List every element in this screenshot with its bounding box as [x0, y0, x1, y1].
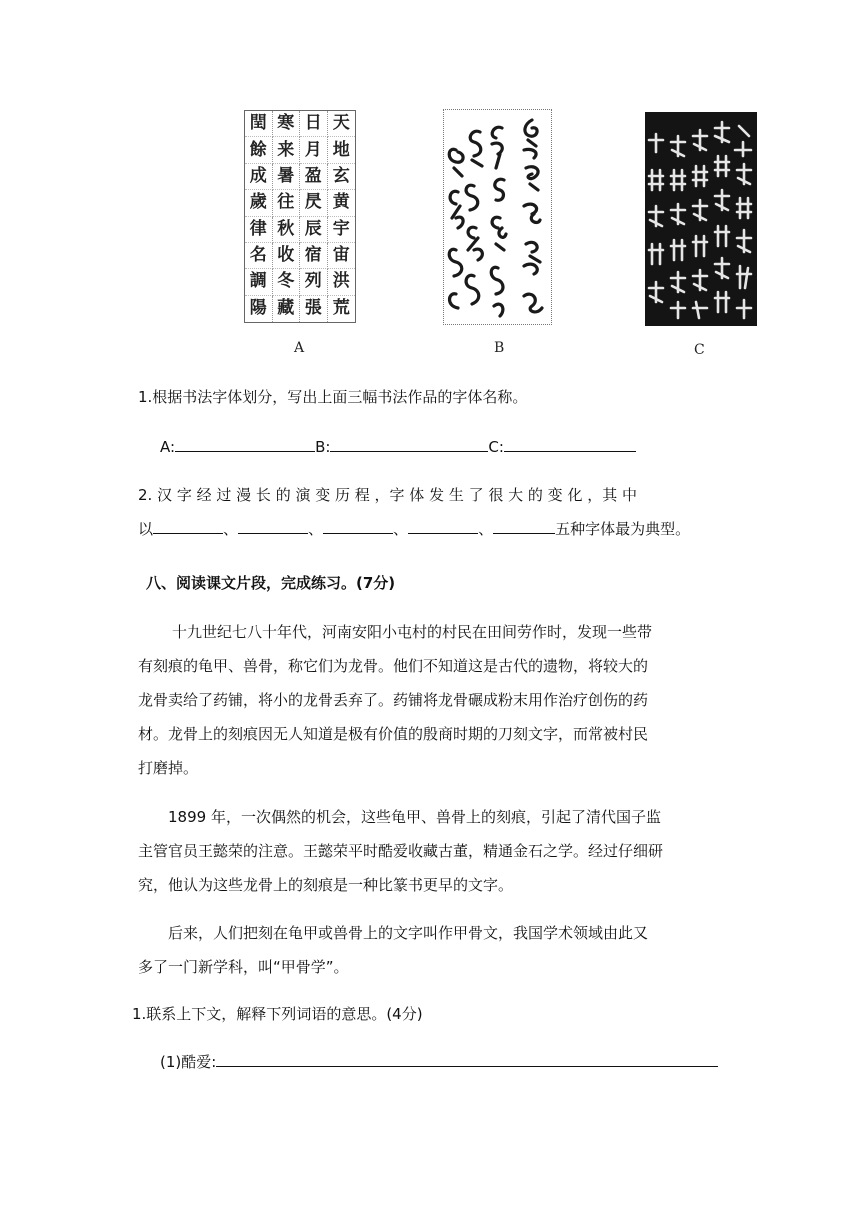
stele-rubbing-strokes: [645, 112, 757, 326]
figure-a-character: 秋: [273, 217, 301, 243]
passage-p1-line-2: 有刻痕的龟甲、兽骨，称它们为龙骨。他们不知道这是古代的遗物，将较大的: [138, 657, 649, 675]
section-8-heading: 八、阅读课文片段，完成练习。(7分): [146, 574, 396, 592]
figure-a-character: 名: [245, 243, 273, 269]
passage-p1-line-1: 十九世纪七八十年代，河南安阳小屯村的村民在田间劳作时，发现一些带: [172, 623, 653, 641]
figure-a-character: 荒: [332, 298, 350, 319]
figure-a-character: 冬: [273, 269, 301, 295]
script-blank-1[interactable]: [153, 517, 223, 534]
answer-a-blank[interactable]: [175, 435, 315, 452]
figure-a-label: A: [294, 340, 305, 356]
figure-a-character: 餘: [245, 137, 273, 163]
figure-a-character: 寒: [273, 111, 301, 137]
figure-a-character: 收: [273, 243, 301, 269]
figure-a-character: 来: [273, 137, 301, 163]
figure-c-label: C: [694, 342, 705, 358]
figure-a-character: 陽: [245, 296, 273, 322]
separator: 、: [393, 520, 409, 538]
figure-a-character: 宙: [328, 243, 356, 269]
figure-a-character: 宇: [328, 217, 356, 243]
script-blank-2[interactable]: [238, 517, 308, 534]
figure-a-character: 天: [328, 111, 356, 137]
figure-b-label: B: [494, 340, 505, 356]
figure-a-character: 黄: [328, 190, 356, 216]
calligraphy-figure-c: [645, 112, 757, 326]
figure-a-character: 律: [245, 217, 273, 243]
figure-a-character: 日: [300, 111, 328, 137]
figure-a-character: 往: [273, 190, 301, 216]
passage-p1-line-4: 材。龙骨上的刻痕因无人知道是极有价值的殷商时期的刀刻文字，而常被村民: [138, 725, 649, 743]
answer-c-blank[interactable]: [504, 435, 636, 452]
passage-p2-line-2: 主管官员王懿荣的注意。王懿荣平时酷爱收藏古董，精通金石之学。经过仔细研: [138, 842, 664, 860]
passage-p1-line-5: 打磨掉。: [138, 759, 199, 777]
figure-a-character: 月: [300, 137, 328, 163]
script-blank-3[interactable]: [323, 517, 393, 534]
word-item-1-row: [160, 1050, 718, 1073]
passage-p2-line-1: 1899 年，一次偶然的机会，这些龟甲、兽骨上的刻痕，引起了清代国子监: [168, 808, 661, 826]
answer-b-blank[interactable]: [330, 435, 488, 452]
word-item-1-blank[interactable]: [216, 1050, 718, 1067]
question-2-prefix: 以: [138, 520, 154, 538]
question-1-answer-row: [160, 435, 636, 458]
question-1-prompt: 1.根据书法字体划分，写出上面三幅书法作品的字体名称。: [138, 388, 528, 406]
question-2-suffix: 五种字体最为典型。: [555, 520, 691, 538]
calligraphy-figure-b: [443, 109, 552, 325]
answer-a-label: A:: [160, 438, 176, 456]
cursive-brush-strokes: [444, 110, 551, 324]
figure-a-character: 張: [300, 296, 328, 322]
answer-c-label: C:: [488, 438, 504, 456]
question-2-line-1: 2. 汉 字 经 过 漫 长 的 演 变 历 程 ，字 体 发 生 了 很 大 的 变 化 ，其 中: [138, 486, 637, 504]
figure-a-character: 辰: [300, 217, 328, 243]
figure-a-character: 暑: [273, 164, 301, 190]
answer-b-label: B:: [315, 438, 331, 456]
figure-a-character: 洪: [328, 269, 356, 295]
question-2-line-2: [138, 517, 690, 540]
script-blank-4[interactable]: [408, 517, 478, 534]
figure-a-character: 調: [245, 269, 273, 295]
passage-p2-line-3: 究，他认为这些龙骨上的刻痕是一种比篆书更早的文字。: [138, 876, 514, 894]
figure-a-character: 昃: [300, 190, 328, 216]
separator: 、: [308, 520, 324, 538]
passage-p3-line-2: 多了一门新学科，叫“甲骨学”。: [138, 958, 349, 976]
figure-a-character: 宿: [300, 243, 328, 269]
word-item-1-label: (1)酷爱:: [160, 1053, 217, 1071]
section-8-question-1-prompt: 1.联系上下文，解释下列词语的意思。(4分): [132, 1005, 423, 1023]
script-blank-5[interactable]: [493, 517, 555, 534]
figure-a-character: 列: [300, 269, 328, 295]
calligraphy-figure-a: [244, 110, 356, 323]
figure-a-character: 玄: [328, 164, 356, 190]
figure-a-character: 歲: [245, 190, 273, 216]
passage-p3-line-1: 后来，人们把刻在龟甲或兽骨上的文字叫作甲骨文，我国学术领域由此又: [168, 924, 649, 942]
figure-a-character: 盈: [300, 164, 328, 190]
passage-p1-line-3: 龙骨卖给了药铺，将小的龙骨丢弃了。药铺将龙骨碾成粉末用作治疗创伤的药: [138, 691, 649, 709]
figure-a-character: 藏: [273, 296, 301, 322]
figure-a-character: 閏: [245, 111, 273, 137]
separator: 、: [478, 520, 494, 538]
figure-a-character: 成: [245, 164, 273, 190]
separator: 、: [223, 520, 239, 538]
figure-a-character: 地: [328, 137, 356, 163]
